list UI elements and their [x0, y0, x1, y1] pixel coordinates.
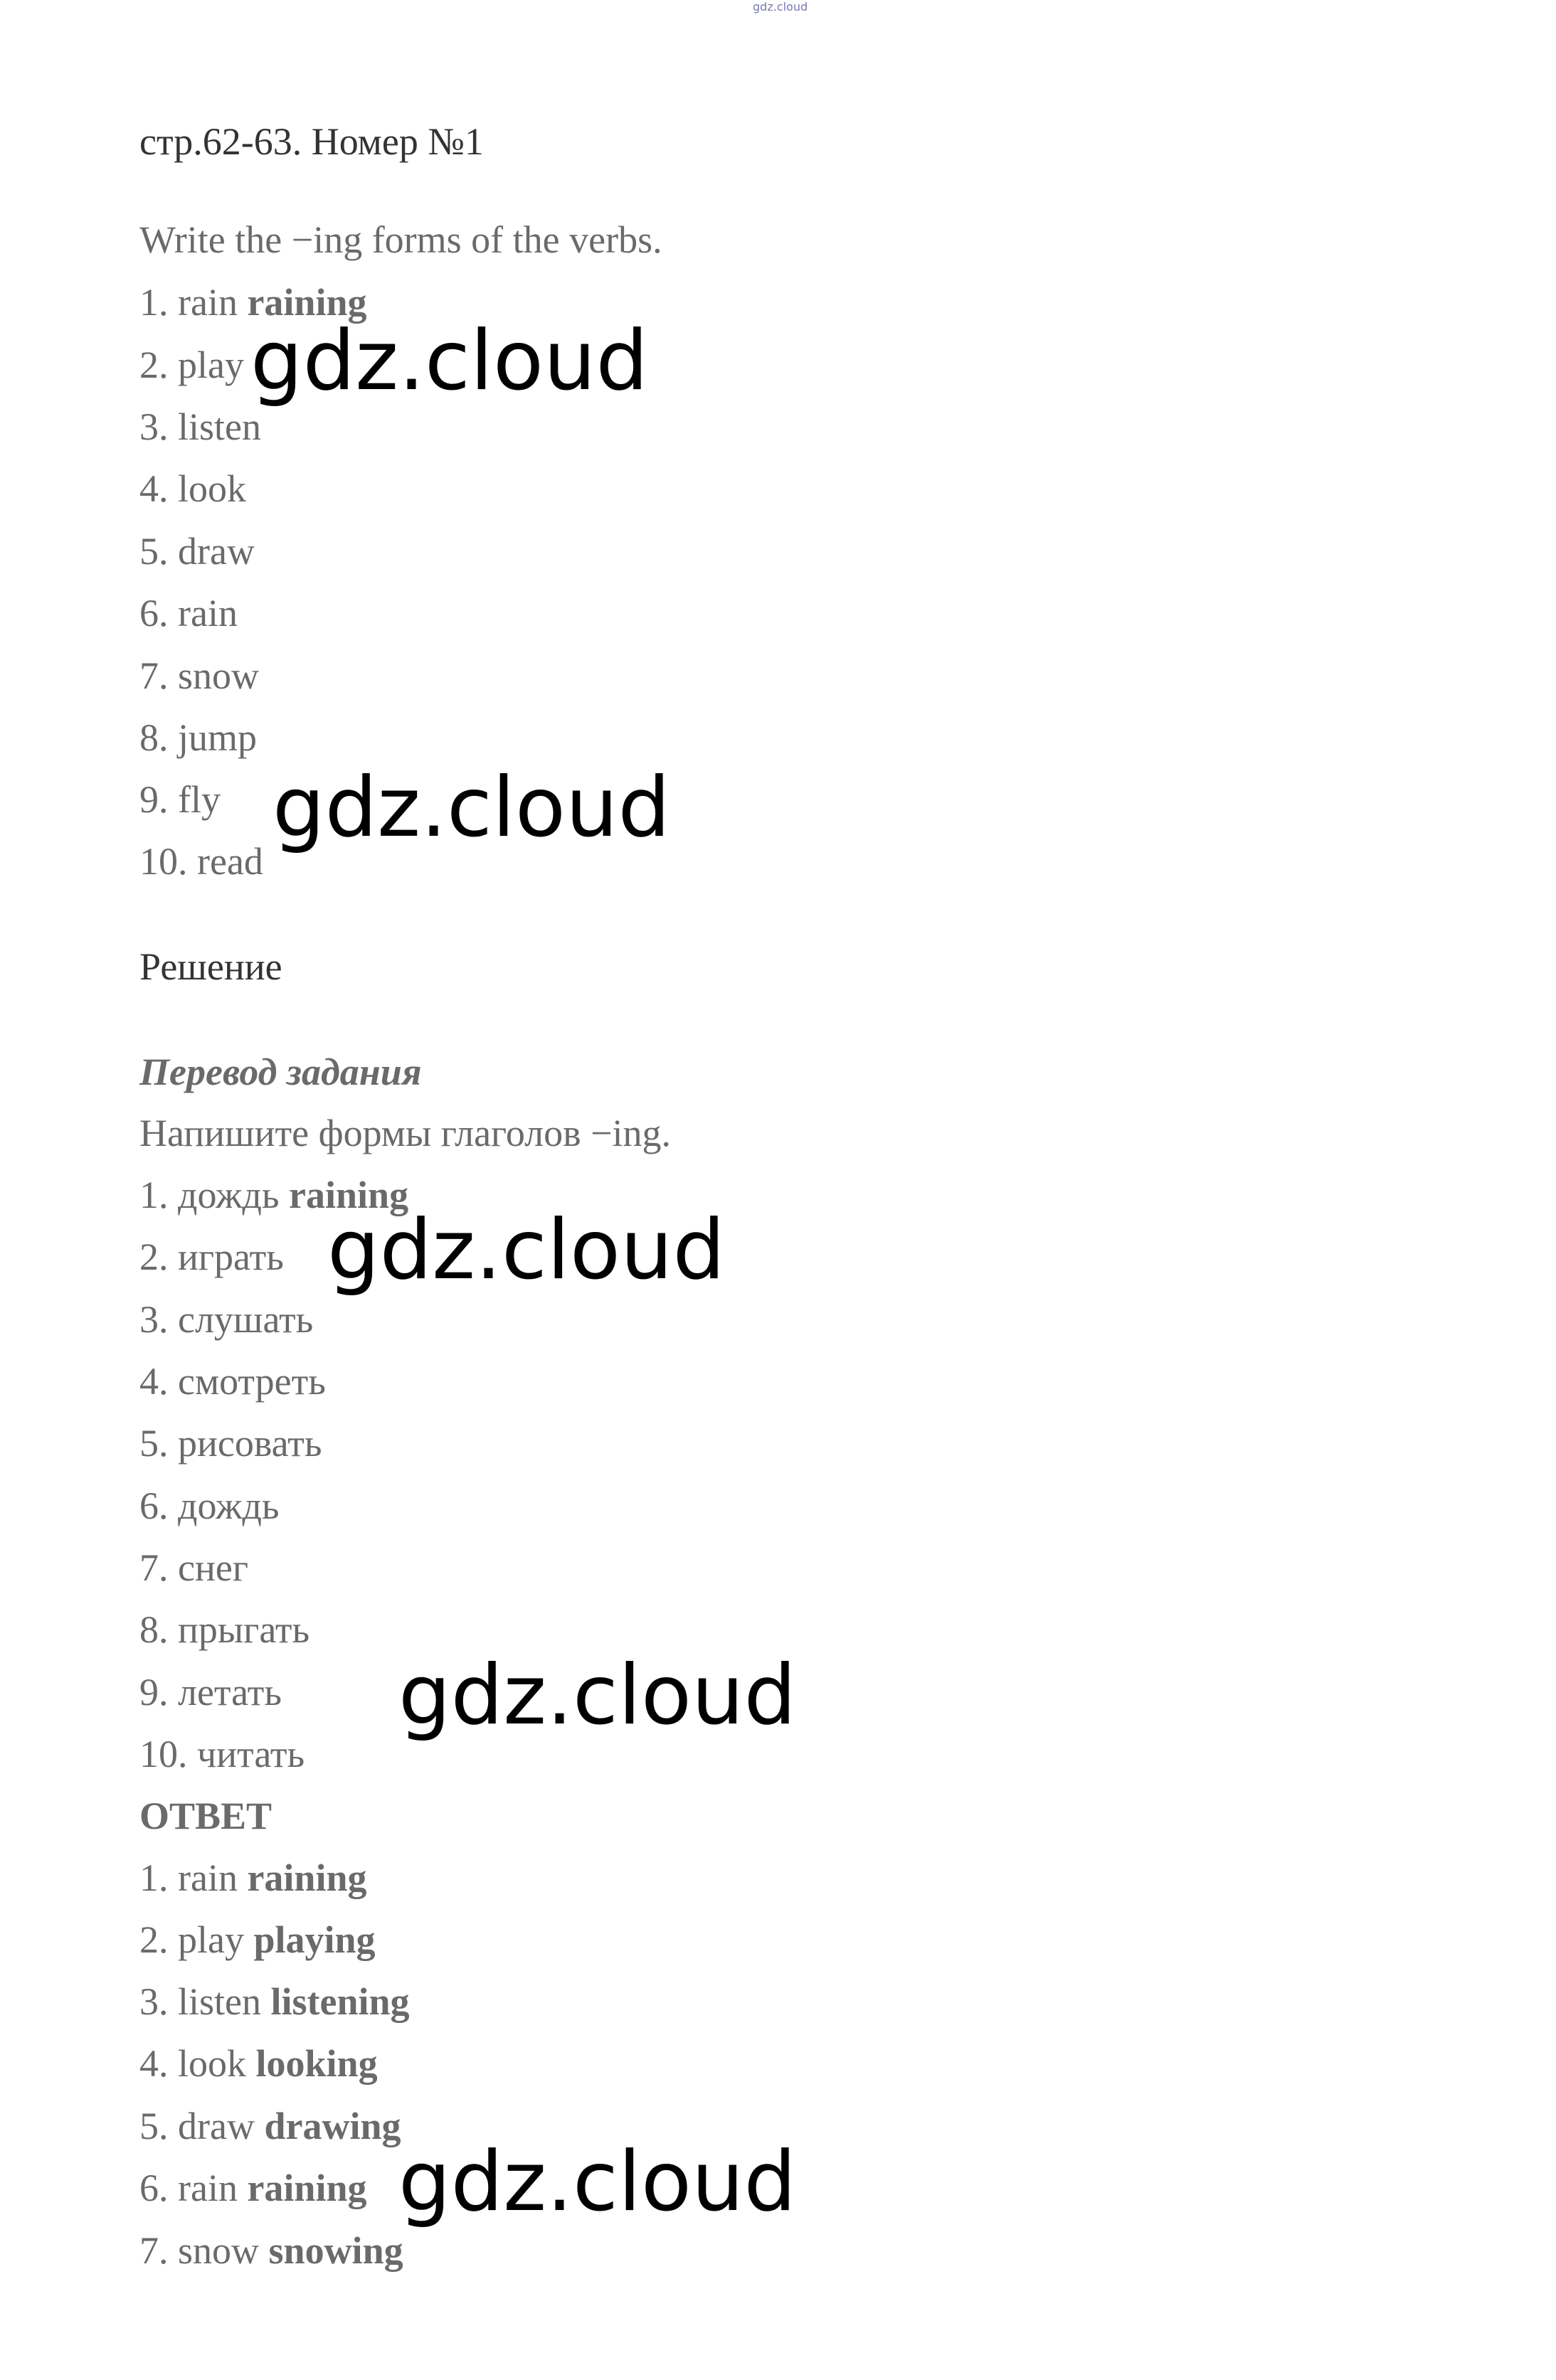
answer-item-text: 2. play [139, 1918, 254, 1961]
watermark: gdz.cloud [398, 2134, 797, 2230]
translation-item-9 [139, 1671, 282, 1714]
top-watermark: gdz.cloud [753, 0, 808, 14]
translation-item-5 [139, 1422, 322, 1465]
translation-item-text: 7. снег [139, 1546, 248, 1589]
answer-item-4 [139, 2044, 378, 2083]
answer-item-text: 4. look [139, 2042, 256, 2085]
task-item-answer: raining [247, 281, 367, 324]
answer-item-5 [139, 2107, 401, 2145]
task-item-text: 4. look [139, 467, 247, 510]
translation-heading: Перевод задания [139, 1051, 422, 1093]
translation-item-3 [139, 1300, 313, 1339]
page-title: стр.62-63. Номер №1 [139, 120, 484, 163]
task-item-9 [139, 780, 221, 819]
task-item-text: 3. listen [139, 405, 261, 448]
task-item-text: 7. snow [139, 654, 260, 697]
answer-item-answer: drawing [264, 2105, 401, 2147]
translation-item-10 [139, 1735, 305, 1773]
translation-item-2 [139, 1238, 284, 1276]
answer-item-answer: looking [255, 2042, 378, 2085]
translation-item-text: 9. летать [139, 1671, 282, 1714]
answer-item-6 [139, 2169, 367, 2207]
translation-item-text: 8. прыгать [139, 1608, 310, 1651]
answer-item-answer: raining [247, 1856, 367, 1899]
task-item-6 [139, 594, 238, 632]
translation-item-6 [139, 1484, 280, 1527]
watermark: gdz.cloud [250, 313, 649, 409]
translation-item-text: 5. рисовать [139, 1422, 322, 1465]
task-item-text: 10. read [139, 840, 263, 883]
answer-item-1 [139, 1856, 367, 1899]
task-instruction: Write the −ing forms of the verbs. [139, 218, 662, 261]
task-item-8 [139, 718, 257, 757]
watermark: gdz.cloud [327, 1202, 726, 1298]
watermark: gdz.cloud [398, 1647, 797, 1743]
answer-item-answer: listening [270, 1980, 410, 2023]
task-item-text: 8. jump [139, 716, 258, 759]
answer-item-text: 6. rain [139, 2167, 248, 2209]
task-item-4 [139, 469, 246, 508]
translation-item-text: 1. дождь [139, 1174, 290, 1216]
answer-item-7 [139, 2231, 403, 2270]
task-item-5 [139, 530, 255, 573]
task-item-2 [139, 346, 244, 384]
task-item-text: 6. rain [139, 592, 238, 634]
watermark: gdz.cloud [272, 760, 671, 856]
answer-item-3 [139, 1982, 410, 2021]
answer-item-text: 7. snow [139, 2229, 269, 2272]
task-item-7 [139, 654, 260, 697]
translation-item-text: 4. смотреть [139, 1360, 326, 1403]
task-item-3 [139, 405, 261, 448]
answer-item-text: 3. listen [139, 1980, 271, 2023]
task-item-text: 1. rain [139, 281, 248, 324]
answer-item-text: 5. draw [139, 2105, 265, 2147]
task-item-text: 2. play [139, 344, 244, 386]
answer-item-2 [139, 1918, 376, 1961]
solution-heading: Решение [139, 945, 282, 988]
translation-instruction: Напишите формы глаголов −ing. [139, 1112, 672, 1154]
translation-item-text: 10. читать [139, 1733, 305, 1775]
translation-item-8 [139, 1610, 309, 1649]
answer-item-answer: raining [247, 2167, 367, 2209]
answer-item-answer: snowing [268, 2229, 403, 2272]
translation-item-7 [139, 1548, 248, 1587]
answer-item-answer: playing [253, 1918, 376, 1961]
translation-item-4 [139, 1362, 326, 1401]
task-item-text: 5. draw [139, 530, 255, 573]
translation-item-text: 6. дождь [139, 1484, 280, 1527]
answer-item-text: 1. rain [139, 1856, 248, 1899]
answer-heading: ОТВЕТ [139, 1795, 272, 1837]
translation-item-answer: raining [289, 1174, 409, 1216]
translation-item-text: 2. играть [139, 1236, 284, 1278]
task-item-text: 9. fly [139, 778, 221, 821]
translation-item-text: 3. слушать [139, 1298, 314, 1341]
task-item-10 [139, 842, 263, 881]
